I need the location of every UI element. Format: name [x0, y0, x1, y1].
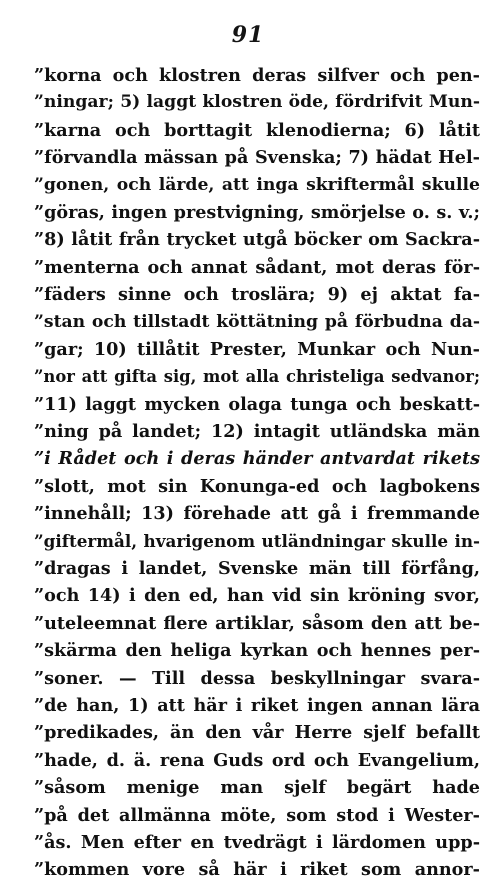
text-line: ”ås. Men efter en tvedrägt i lärdomen upp‐	[34, 831, 480, 853]
page-number: 91	[231, 22, 265, 48]
text-line: ”innehåll; 13) förehade att gå i fremmande	[34, 503, 480, 525]
text-line: ”gonen, och lärde, att inga skriftermål skulle	[34, 174, 480, 195]
text-line: ”ning på landet; 12) intagit utländska män	[34, 421, 480, 443]
text-line: ”förvandla mässan på Svenska; 7) hädat Hel‐	[34, 147, 480, 169]
text-line: ”nor att gifta sig, mot alla christeliga sedvanor;	[34, 367, 480, 387]
text-line: ”soner. — Till dessa beskyllningar svara‐	[34, 667, 480, 689]
text-line: ”i Rådet och i deras händer antvardat rikets	[34, 448, 480, 470]
text-line: ”göras, ingen prestvigning, smörjelse o. s. v.;	[34, 201, 480, 223]
text-line: ”karna och borttagit klenodierna; 6) låtit	[34, 119, 480, 141]
text-line: ”ningar; 5) laggt klostren öde, fördrifvit Mun‐	[34, 92, 480, 113]
text-line: ”stan och tillstadt köttätning på förbudna da‐	[34, 311, 480, 332]
text-line: ”kommen vore så här i riket som annor‐	[34, 859, 480, 881]
text-line: ”slott, mot sin Konunga-ed och lagbokens	[34, 475, 480, 497]
text-line: ”8) låtit från trycket utgå böcker om Sackra‐	[34, 229, 480, 251]
text-line: ”hade, d. ä. rena Guds ord och Evangelium,	[34, 749, 480, 771]
text-line: ”dragas i landet, Svenske män till förfång,	[34, 558, 480, 580]
text-line: ”gar; 10) tillåtit Prester, Munkar och Nun‐	[34, 338, 480, 360]
text-line: ”predikades, än den vår Herre sjelf befallt	[34, 722, 480, 744]
text-line: ”skärma den heliga kyrkan och hennes per‐	[34, 640, 480, 662]
text-line: ”uteleemnat flere artiklar, såsom den att be‐	[34, 612, 480, 634]
text-line: ”giftermål, hvarigenom utländningar skulle in‐	[34, 530, 480, 551]
text-line: ”11) laggt mycken olaga tunga och beskatt‐	[34, 393, 480, 415]
text-line: ”fäders sinne och troslära; 9) ej aktat fa‐	[34, 284, 480, 306]
text-line: ”de han, 1) att här i riket ingen annan lära	[34, 694, 480, 716]
text-line: ”korna och klostren deras silfver och pen‐	[34, 65, 480, 86]
text-line: ”såsom menige man sjelf begärt hade	[34, 777, 480, 799]
text-line: ”och 14) i den ed, han vid sin kröning svor,	[34, 585, 480, 607]
body-text	[34, 62, 480, 884]
text-line: ”menterna och annat sådant, mot deras för‐	[34, 256, 480, 278]
text-line: ”på det allmänna möte, som stod i Wester‐	[34, 804, 480, 826]
